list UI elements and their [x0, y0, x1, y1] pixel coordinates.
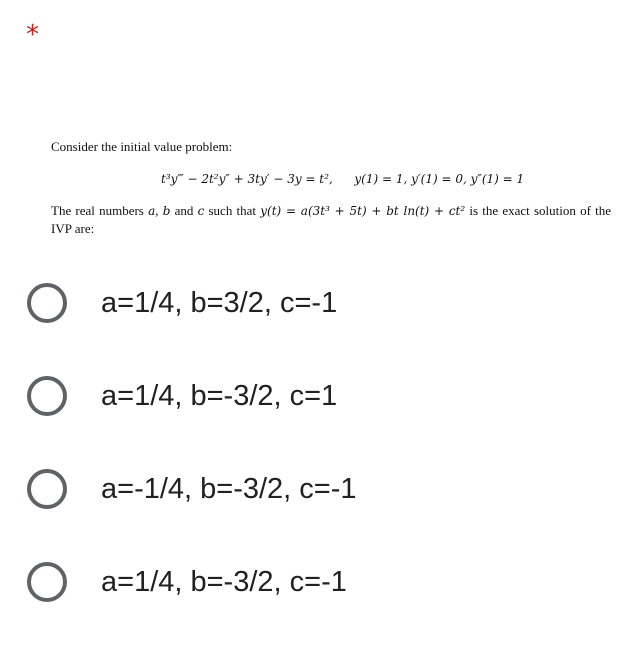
var-c: c — [197, 204, 205, 218]
solution-expression: y(t) = a(3t³ + 5t) + bt ln(t) + ct² — [260, 204, 466, 218]
option-label[interactable]: a=1/4, b=3/2, c=-1 — [101, 286, 338, 319]
equation-ode: t³y‴ − 2t²y″ + 3ty′ − 3y = t², — [161, 172, 333, 186]
radio-circle-icon[interactable] — [27, 562, 67, 602]
question-intro: Consider the initial value problem: — [51, 139, 233, 154]
required-asterisk: * — [26, 20, 39, 50]
answer-option-2[interactable] — [27, 373, 607, 419]
question-equation — [161, 170, 611, 188]
answer-option-1[interactable] — [27, 280, 607, 326]
body-middle: such that — [204, 203, 261, 218]
var-b: b — [162, 204, 171, 218]
question-body — [51, 202, 611, 238]
question-text — [51, 138, 611, 238]
option-label[interactable]: a=-1/4, b=-3/2, c=-1 — [101, 472, 357, 505]
equation-initial-conditions: y(1) = 1, y′(1) = 0, y″(1) = 1 — [354, 172, 525, 186]
answer-options — [27, 280, 607, 652]
radio-circle-icon[interactable] — [27, 376, 67, 416]
word-and: and — [170, 203, 198, 218]
body-suffix: is the exact solution of the IVP are: — [51, 203, 611, 236]
body-prefix: The real numbers — [51, 203, 149, 218]
sep-ab: , — [155, 203, 163, 218]
answer-option-3[interactable] — [27, 466, 607, 512]
radio-circle-icon[interactable] — [27, 469, 67, 509]
var-a: a — [148, 204, 156, 218]
answer-option-4[interactable] — [27, 559, 607, 605]
option-label[interactable]: a=1/4, b=-3/2, c=1 — [101, 379, 338, 412]
radio-circle-icon[interactable] — [27, 283, 67, 323]
option-label[interactable]: a=1/4, b=-3/2, c=-1 — [101, 565, 347, 598]
